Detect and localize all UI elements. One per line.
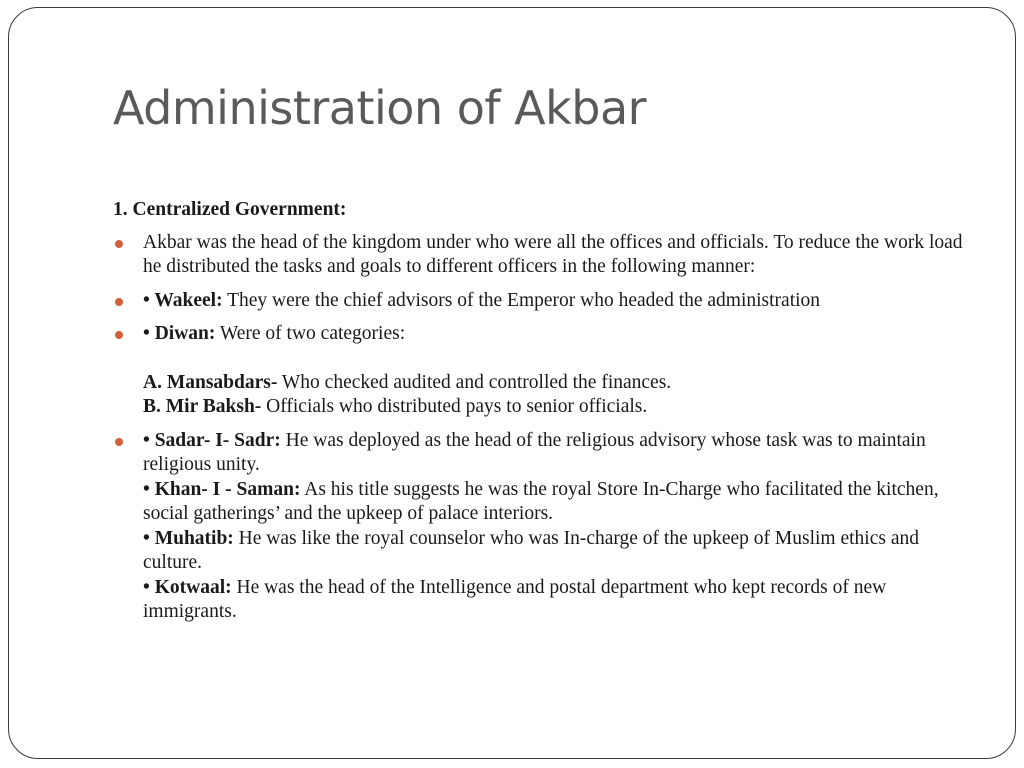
definition-muhatib: He was like the royal counselor who was In-charge of the upkeep of Muslim ethics and culture. bbox=[143, 527, 919, 573]
definition-mir-baksh: Officials who distributed pays to senior officials. bbox=[261, 396, 648, 417]
officer-sadar bbox=[143, 429, 973, 478]
bullet-item-akbar-head bbox=[113, 231, 973, 280]
officer-muhatib bbox=[143, 527, 973, 576]
officer-kotwaal bbox=[143, 576, 973, 625]
definition-sadar: He was deployed as the head of the religious advisory whose task was to maintain religious unity. bbox=[143, 429, 926, 475]
sub-item-mansabdars bbox=[143, 371, 973, 396]
bullet-dot-icon bbox=[115, 298, 123, 306]
term-sadar: • Sadar- I- Sadr: bbox=[143, 429, 281, 451]
term-wakeel: • Wakeel: bbox=[143, 289, 223, 311]
bullet-item-diwan bbox=[113, 322, 973, 420]
bullet-dot-icon bbox=[115, 331, 123, 339]
bullet-dot-icon bbox=[115, 438, 123, 446]
definition-diwan: Were of two categories: bbox=[215, 323, 406, 344]
slide-title: Administration of Akbar bbox=[113, 81, 647, 135]
slide-content bbox=[113, 198, 973, 634]
term-kotwaal: • Kotwaal: bbox=[143, 576, 232, 598]
term-mir-baksh: B. Mir Baksh- bbox=[143, 396, 262, 417]
bullet-text: Akbar was the head of the kingdom under who were all the offices and officials. To reduce the work load he distributed the tasks and goals to different officers in the following manner: bbox=[143, 231, 963, 277]
definition-wakeel: They were the chief advisors of the Emperor who headed the administration bbox=[222, 289, 821, 311]
sub-item-mir-baksh bbox=[143, 395, 973, 420]
bullet-list bbox=[113, 231, 973, 625]
definition-mansabdars: Who checked audited and controlled the finances. bbox=[277, 371, 672, 393]
term-khan-i-saman: • Khan- I - Saman: bbox=[143, 478, 301, 500]
bullet-item-wakeel bbox=[113, 289, 973, 314]
officer-khan-i-saman bbox=[143, 478, 973, 527]
definition-khan-i-saman: As his title suggests he was the royal Store In-Charge who facilitated the kitchen, social gatherings’ and the upkeep of palace interiors. bbox=[143, 478, 939, 524]
term-mansabdars: A. Mansabdars- bbox=[143, 371, 278, 393]
spacer bbox=[143, 347, 973, 371]
section-heading: 1. Centralized Government: bbox=[113, 199, 347, 220]
bullet-item-officers bbox=[113, 429, 973, 625]
term-diwan: • Diwan: bbox=[143, 323, 216, 344]
bullet-dot-icon bbox=[115, 240, 123, 248]
definition-kotwaal: He was the head of the Intelligence and postal department who kept records of new immigrants. bbox=[143, 576, 887, 622]
term-muhatib: • Muhatib: bbox=[143, 527, 234, 549]
